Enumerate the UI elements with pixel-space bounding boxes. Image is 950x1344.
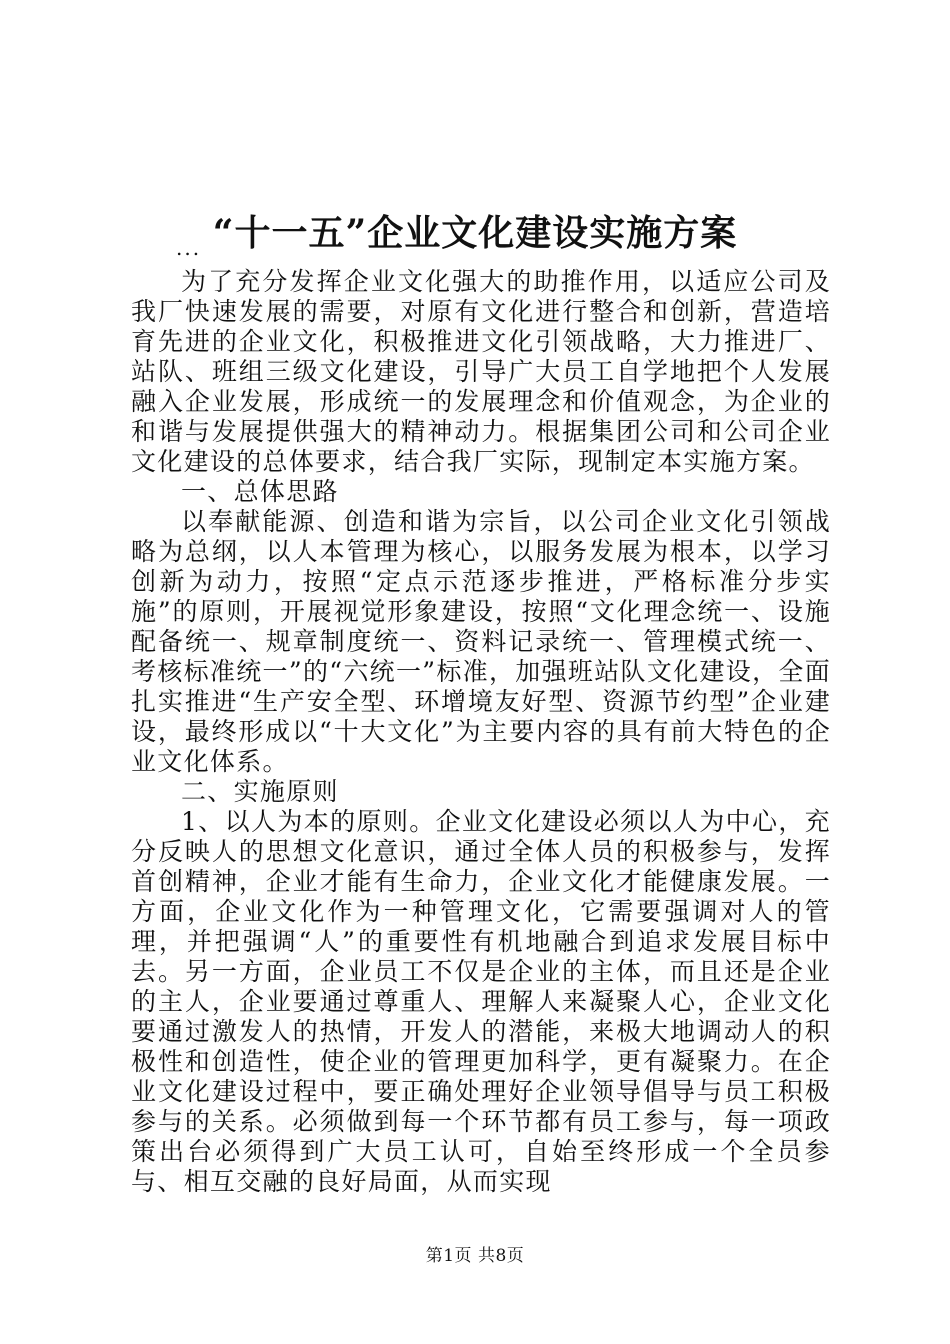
page-number-footer: 第1页 共8页 bbox=[425, 1246, 525, 1266]
intro-paragraph: 为了充分发挥企业文化强大的助推作用，以适应公司及我厂快速发展的需要，对原有文化进行整合和创新，营造培育先进的企业文化，积极推进文化引领战略，大力推进厂、站队、班组三级文化建设，引导广大员工自学地把个人发展融入企业发展，形成统一的发展理念和价值观念，为企业的和谐与发展提供强大的精神动力。根据集团公司和公司企业文化建设的总体要求，结合我厂实际，现制定本实施方案。 bbox=[131, 267, 831, 476]
document-title: “十一五”企业文化建设实施方案 bbox=[212, 212, 738, 255]
section-paragraph-overall-approach: 以奉献能源、创造和谐为宗旨，以公司企业文化引领战略为总纲，以人本管理为核心，以服务发展为根本，以学习创新为动力，按照“定点示范逐步推进，严格标准分步实施”的原则，开展视觉形象建设，按照“文化理念统一、设施配备统一、规章制度统一、资料记录统一、管理模式统一、考核标准统一”的“六统一”标准，加强班站队文化建设，全面扎实推进“生产安全型、环增境友好型、资源节约型”企业建设，最终形成以“十大文化”为主要内容的具有前大特色的企业文化体系。 bbox=[131, 507, 831, 776]
section-paragraph-principles: 1、以人为本的原则。企业文化建设必须以人为中心，充分反映人的思想文化意识，通过全体人员的积极参与，发挥首创精神，企业才能有生命力，企业文化才能健康发展。一方面，企业文化作为一种管理文化，它需要强调对人的管理，并把强调“人”的重要性有机地融合到追求发展目标中去。另一方面，企业员工不仅是企业的主体，而且还是企业的主人，企业要通过尊重人、理解人来凝聚人心，企业文化要通过激发人的热情，开发人的潜能，来极大地调动人的积极性和创造性，使企业的管理更加科学，更有凝聚力。在企业文化建设过程中，要正确处理好企业领导倡导与员工积极参与的关系。必须做到每一个环节都有员工参与，每一项政策出台必须得到广大员工认可，自始至终形成一个全员参与、相互交融的良好局面，从而实现 bbox=[131, 807, 831, 1196]
ellipsis-mark: ... bbox=[176, 236, 202, 260]
section-heading-overall-approach: 一、总体思路 bbox=[181, 477, 339, 506]
document-body bbox=[131, 267, 831, 1197]
section-heading-principles: 二、实施原则 bbox=[181, 777, 339, 806]
